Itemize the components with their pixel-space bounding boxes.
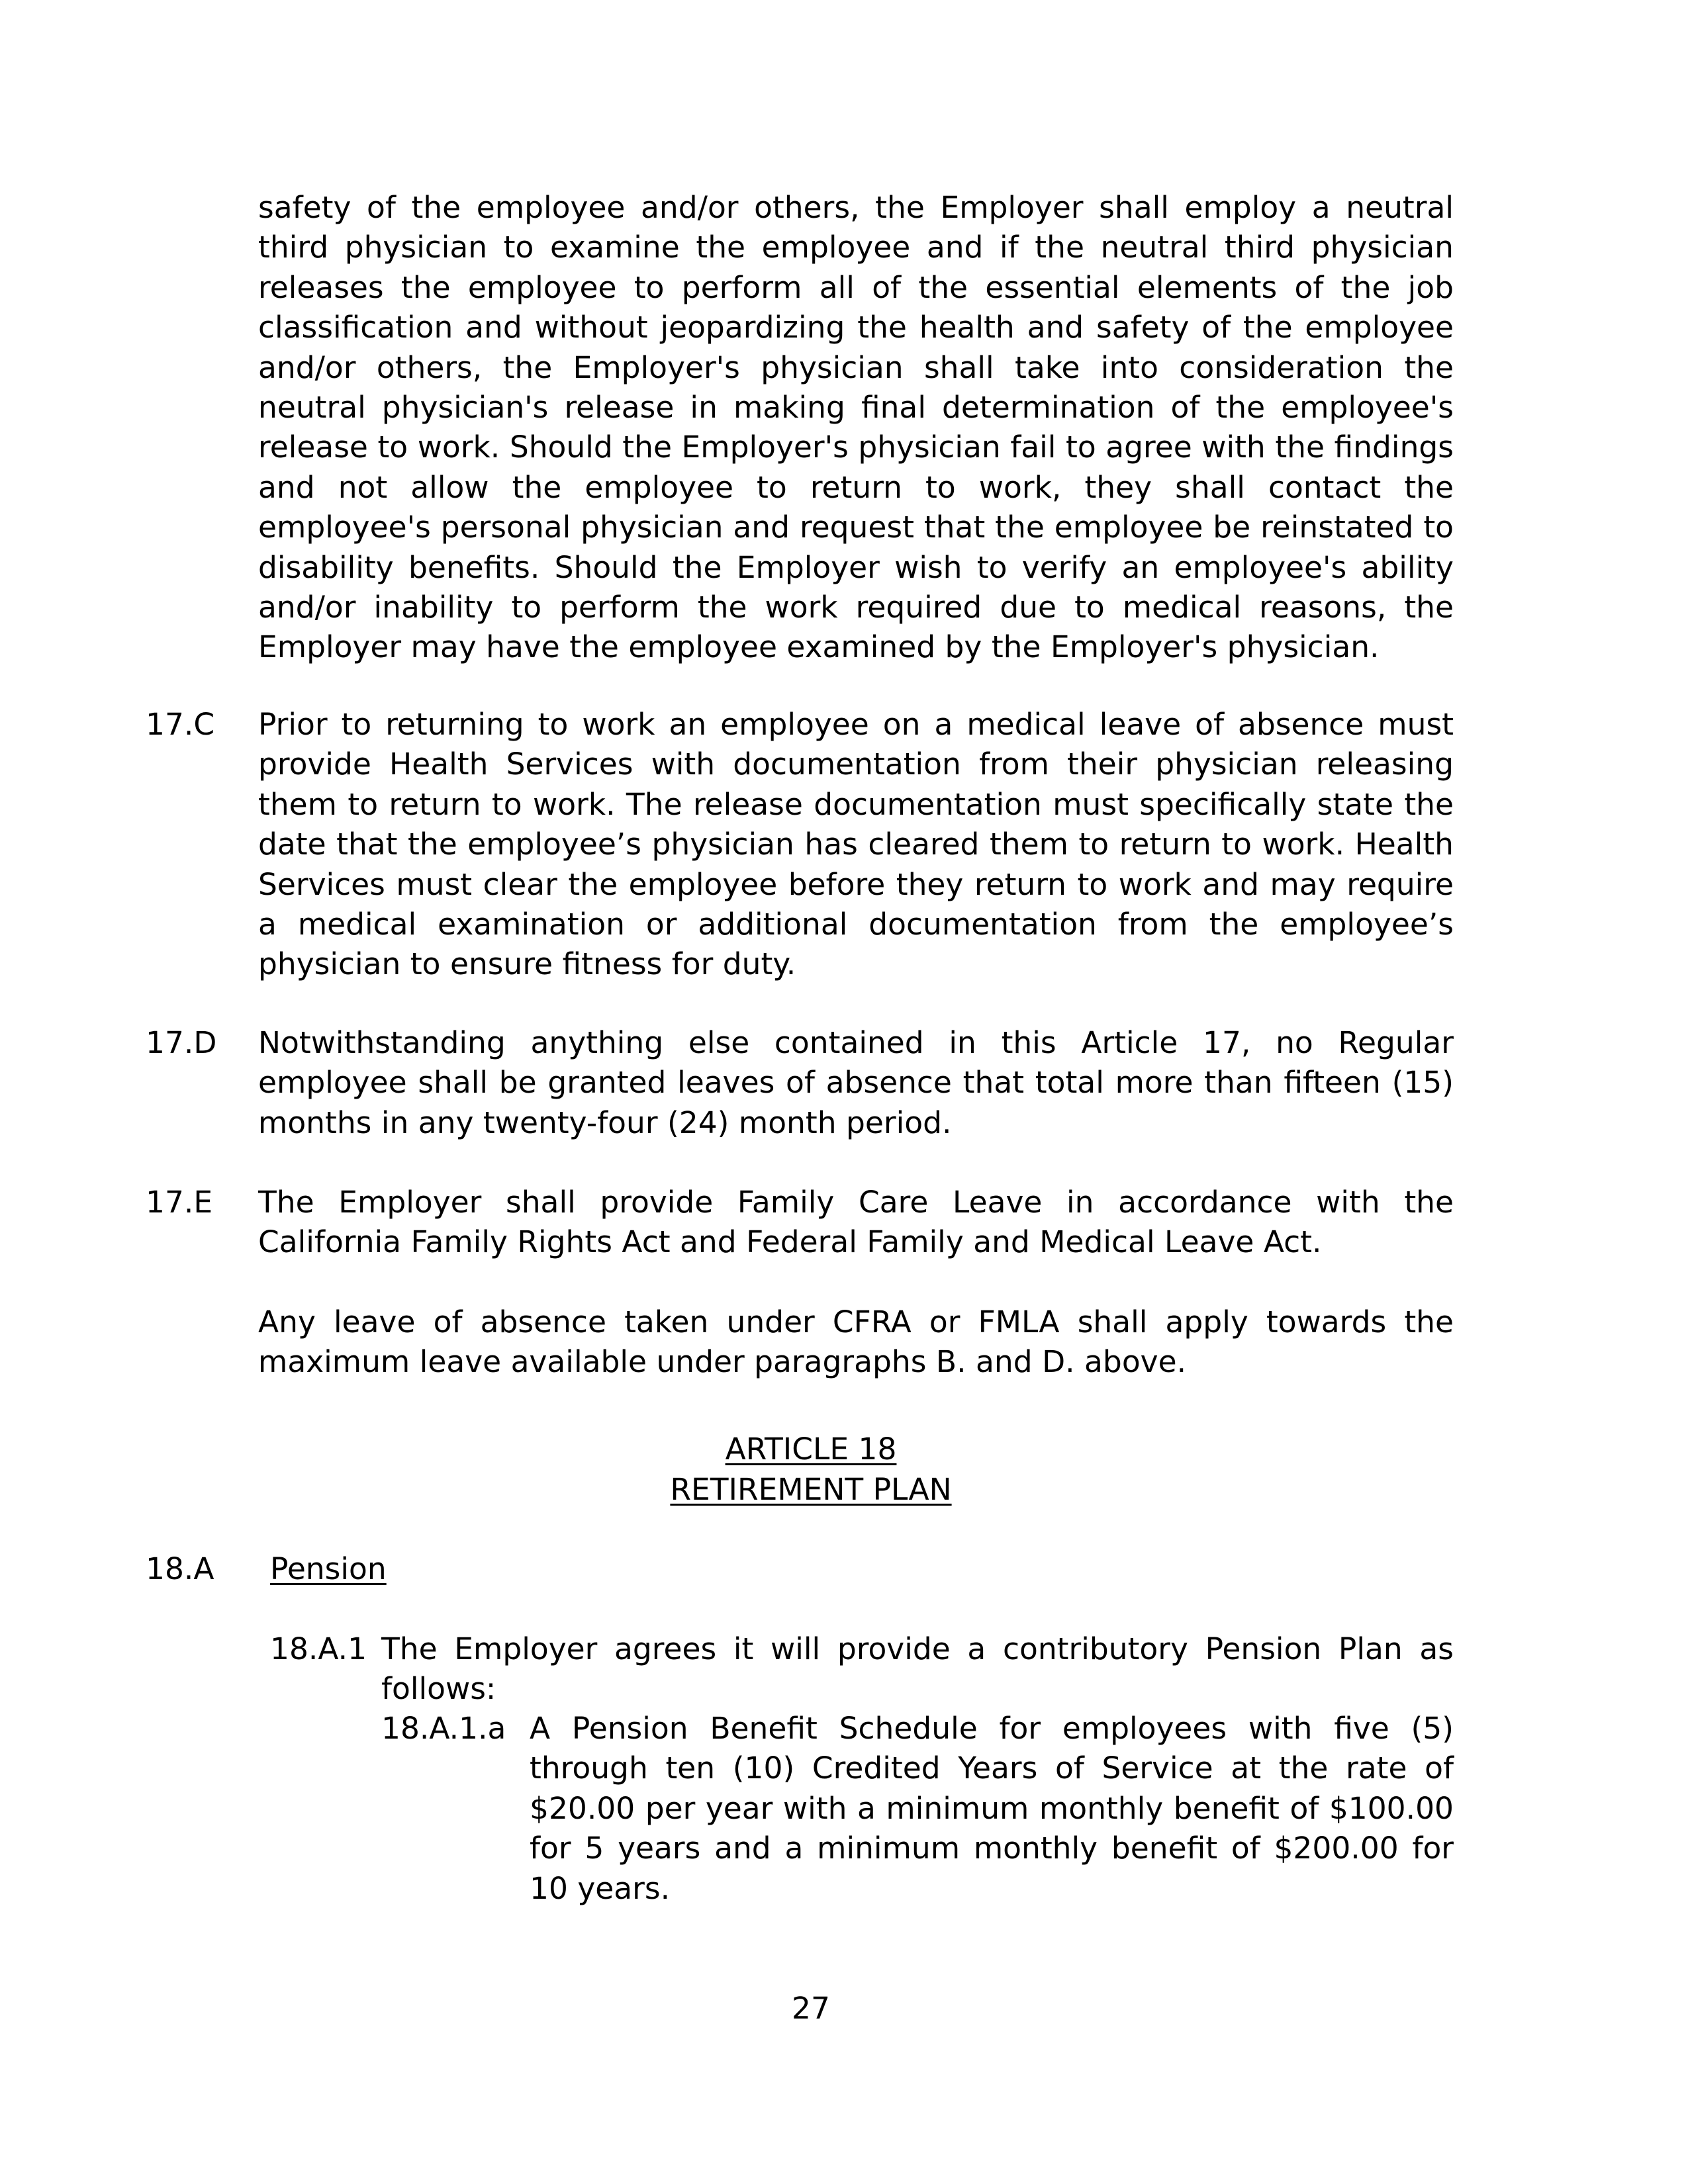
article-heading bbox=[0, 1430, 1622, 1469]
section-18a-heading: Pension bbox=[270, 1551, 387, 1586]
section-18a1-text: The Employer agrees it will provide a contributory Pension Plan as follows: bbox=[381, 1631, 1454, 1707]
section-17c-label: 17.C bbox=[146, 707, 215, 742]
continuation-paragraph: safety of the employee and/or others, the Employer shall employ a neutral third physician to examine the employee and if the neutral third physician releases the employee to perform all of the essential elements of the job classification and without jeopardizing the health and safety of the employee and/or others, the Employer's physician shall take into consideration the neutral physician's release in making final determination of the employee's release to work. Should the Employer's physician fail to agree with the findings and not allow the employee to return to work, they shall contact the employee's personal physician and request that the employee be reinstated to disability benefits. Should the Employer wish to verify an employee's ability and/or inability to perform the work required due to medical reasons, the Employer may have the employee examined by the Employer's physician. bbox=[258, 190, 1454, 665]
section-17e-text: The Employer shall provide Family Care Leave in accordance with the California Family Rights Act and Federal Family and Medical Leave Act. bbox=[258, 1185, 1454, 1260]
section-18a1-label: 18.A.1 bbox=[270, 1631, 367, 1666]
section-17e-followup: Any leave of absence taken under CFRA or FMLA shall apply towards the maximum leave available under paragraphs B. and D. above. bbox=[258, 1304, 1454, 1380]
section-17c-text: Prior to returning to work an employee on a medical leave of absence must provide Health Services with documentation from their physician releasing them to return to work. The release documentation must specifically state the date that the employee’s physician has cleared them to return to work. Health Services must clear the employee before they return to work and may require a medical examination or additional documentation from the employee’s physician to ensure fitness for duty. bbox=[258, 707, 1454, 982]
section-18a1a-text: A Pension Benefit Schedule for employees with five (5) through ten (10) Credited Years of Service at the rate of $20.00 per year with a minimum monthly benefit of $100.00 for 5 years and a minimum monthly benefit of $200.00 for 10 years. bbox=[530, 1711, 1454, 1906]
section-18a-label: 18.A bbox=[146, 1551, 214, 1586]
article-number: ARTICLE 18 bbox=[725, 1432, 897, 1467]
section-18a-heading-line bbox=[270, 1549, 387, 1589]
section-18a1a-label: 18.A.1.a bbox=[381, 1711, 506, 1746]
section-17d-label: 17.D bbox=[146, 1025, 217, 1060]
page-number: 27 bbox=[792, 1991, 830, 2026]
article-title-line bbox=[0, 1470, 1622, 1510]
section-17d-text: Notwithstanding anything else contained in this Article 17, no Regular employee shall be granted leaves of absence that total more than fifteen (15) months in any twenty-four (24) month period. bbox=[258, 1025, 1454, 1140]
section-17e-label: 17.E bbox=[146, 1185, 213, 1220]
article-title: RETIREMENT PLAN bbox=[670, 1472, 952, 1507]
